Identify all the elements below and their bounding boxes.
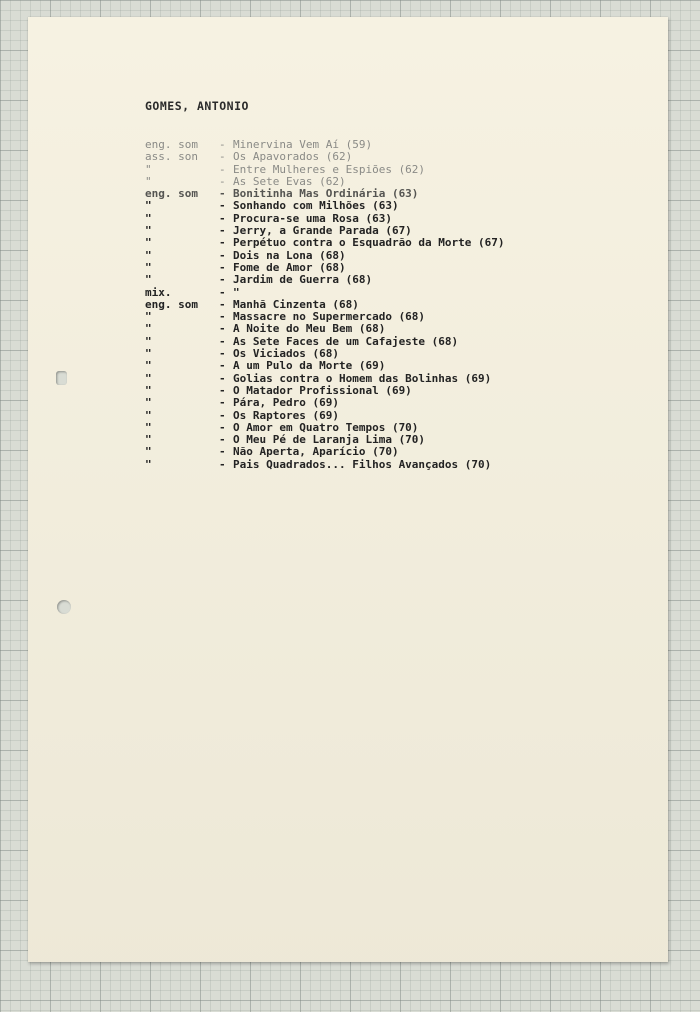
entry-role: " — [145, 260, 152, 274]
entry-dash: - — [219, 150, 226, 164]
entry-dash: - — [219, 162, 226, 176]
entry-role: " — [145, 334, 152, 348]
entry-role: " — [145, 248, 152, 262]
entry-dash: - — [219, 334, 226, 348]
entry-dash: - — [219, 236, 226, 250]
entry-role: " — [145, 273, 152, 287]
entry-title: A Noite do Meu Bem (68) — [233, 322, 386, 336]
entry-dash: - — [219, 359, 226, 373]
entry-role: " — [145, 445, 152, 459]
entry-dash: - — [219, 310, 226, 324]
entry-dash: - — [219, 457, 226, 471]
filmography-list — [145, 139, 665, 471]
entry-title: A um Pulo da Morte (69) — [233, 359, 386, 373]
entry-role: " — [145, 359, 152, 373]
entry-title: " — [233, 285, 240, 299]
entry-role: " — [145, 371, 152, 385]
entry-title: Fome de Amor (68) — [233, 260, 346, 274]
entry-dash: - — [219, 297, 226, 311]
entry-title: Não Aperta, Aparício (70) — [233, 445, 399, 459]
entry-dash: - — [219, 445, 226, 459]
entry-title: Pais Quadrados... Filhos Avançados (70) — [233, 457, 492, 471]
filmography-entry — [145, 323, 665, 335]
entry-dash: - — [219, 199, 226, 213]
entry-role: " — [145, 174, 152, 188]
entry-role: " — [145, 408, 152, 422]
entry-title: Jerry, a Grande Parada (67) — [233, 224, 412, 238]
entry-role: " — [145, 457, 152, 471]
entry-role: " — [145, 310, 152, 324]
filmography-entry — [145, 397, 665, 409]
filmography-entry — [145, 287, 665, 299]
entry-dash: - — [219, 433, 226, 447]
punch-hole-top — [56, 371, 67, 385]
entry-role: " — [145, 162, 152, 176]
entry-dash: - — [219, 224, 226, 238]
entry-dash: - — [219, 138, 226, 151]
entry-title: As Sete Faces de um Cafajeste (68) — [233, 334, 459, 348]
entry-title: Minervina Vem Aí (59) — [233, 138, 373, 151]
entry-role: ass. son — [145, 150, 198, 164]
entry-title: Dois na Lona (68) — [233, 248, 346, 262]
entry-dash: - — [219, 420, 226, 434]
entry-dash: - — [219, 187, 226, 201]
filmography-entry — [145, 360, 665, 372]
entry-role: mix. — [145, 285, 172, 299]
entry-title: O Matador Profissional (69) — [233, 383, 412, 397]
entry-dash: - — [219, 174, 226, 188]
entry-dash: - — [219, 371, 226, 385]
entry-role: " — [145, 383, 152, 397]
entry-role: eng. som — [145, 187, 198, 201]
entry-role: " — [145, 224, 152, 238]
entry-title: Golias contra o Homem das Bolinhas (69) — [233, 371, 492, 385]
entry-title: Manhã Cinzenta (68) — [233, 297, 359, 311]
entry-dash: - — [219, 408, 226, 422]
entry-dash: - — [219, 273, 226, 287]
entry-role: eng. som — [145, 138, 198, 151]
entry-title: Os Raptores (69) — [233, 408, 339, 422]
entry-role: " — [145, 420, 152, 434]
entry-title: Os Apavorados (62) — [233, 150, 353, 164]
entry-role: " — [145, 236, 152, 250]
entry-dash: - — [219, 211, 226, 225]
entry-dash: - — [219, 383, 226, 397]
entry-role: " — [145, 396, 152, 410]
filmography-entry — [145, 459, 665, 471]
entry-title: Procura-se uma Rosa (63) — [233, 211, 392, 225]
entry-title: Entre Mulheres e Espiões (62) — [233, 162, 426, 176]
filmography-entry — [145, 274, 665, 286]
entry-title: Perpétuo contra o Esquadrão da Morte (67) — [233, 236, 505, 250]
filmography-entry — [145, 237, 665, 249]
entry-title: Massacre no Supermercado (68) — [233, 310, 426, 324]
entry-dash: - — [219, 248, 226, 262]
entry-dash: - — [219, 260, 226, 274]
filmography-entry — [145, 446, 665, 458]
entry-title: O Amor em Quatro Tempos (70) — [233, 420, 419, 434]
entry-title: O Meu Pé de Laranja Lima (70) — [233, 433, 426, 447]
entry-dash: - — [219, 347, 226, 361]
filmography-entry — [145, 151, 665, 163]
entry-title: Bonitinha Mas Ordinária (63) — [233, 187, 419, 201]
entry-role: " — [145, 347, 152, 361]
entry-role: " — [145, 211, 152, 225]
entry-dash: - — [219, 322, 226, 336]
entry-title: Os Viciados (68) — [233, 347, 339, 361]
filmography-entry — [145, 200, 665, 212]
punch-hole-bottom — [57, 600, 71, 614]
entry-dash: - — [219, 285, 226, 299]
entry-title: Pára, Pedro (69) — [233, 396, 339, 410]
entry-title: Jardim de Guerra (68) — [233, 273, 373, 287]
filmography-entry — [145, 410, 665, 422]
entry-title: Sonhando com Milhões (63) — [233, 199, 399, 213]
entry-dash: - — [219, 396, 226, 410]
person-name-heading: GOMES, ANTONIO — [145, 99, 249, 113]
entry-role: eng. som — [145, 297, 198, 311]
entry-role: " — [145, 433, 152, 447]
entry-role: " — [145, 322, 152, 336]
entry-title: As Sete Evas (62) — [233, 174, 346, 188]
document-sheet — [28, 17, 668, 962]
entry-role: " — [145, 199, 152, 213]
